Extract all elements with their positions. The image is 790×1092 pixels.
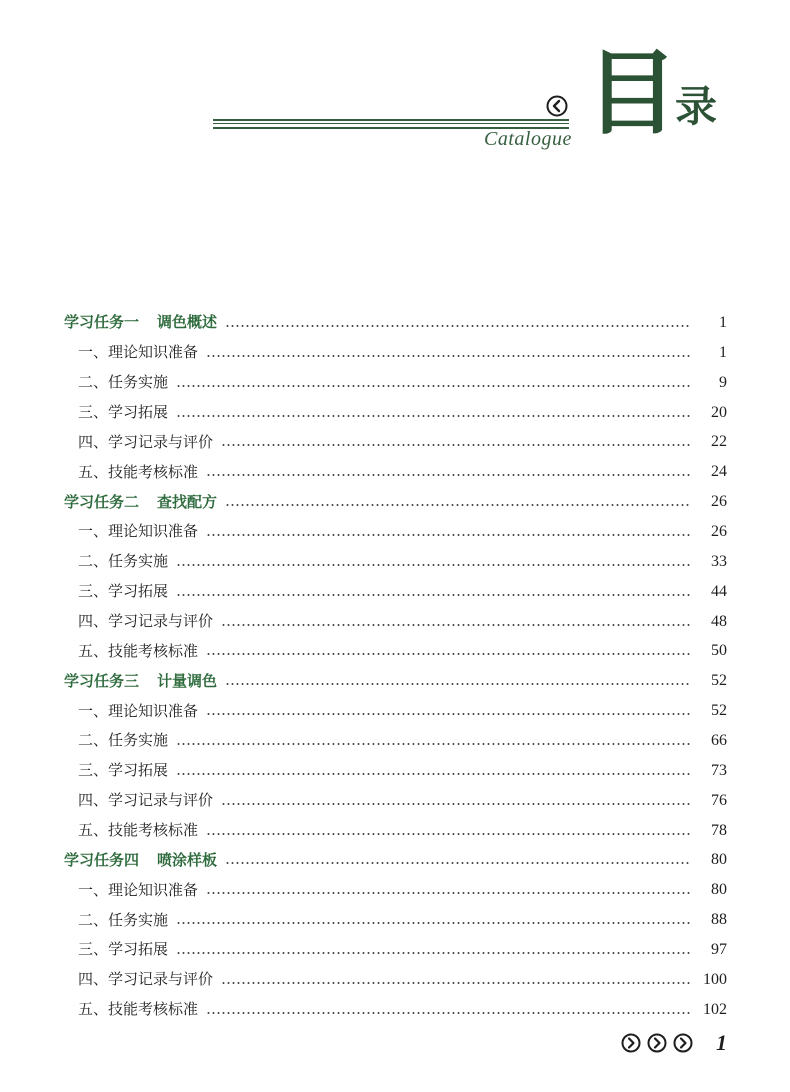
toc-section-row[interactable]: [0, 368, 790, 398]
toc-section-row[interactable]: [0, 577, 790, 607]
dot-leader: [221, 624, 691, 626]
section-label: 三、学习拓展: [78, 582, 169, 601]
toc-section-row[interactable]: [0, 338, 790, 368]
page-ref: 88: [711, 911, 727, 929]
dot-leader: [176, 773, 691, 775]
dot-leader: [206, 653, 691, 655]
section-label: 四、学习记录与评价: [78, 432, 214, 451]
toc-section-row[interactable]: [0, 547, 790, 577]
toc-section-row[interactable]: [0, 398, 790, 428]
dot-leader: [206, 534, 691, 536]
section-label: 四、学习记录与评价: [78, 791, 214, 810]
section-label: 三、学习拓展: [78, 940, 169, 959]
page-ref: 33: [711, 552, 727, 570]
toc-section-row[interactable]: [0, 726, 790, 756]
page-ref: 22: [711, 433, 727, 451]
page-ref: 80: [711, 851, 727, 869]
section-label: 一、理论知识准备: [78, 880, 199, 899]
page-ref: 78: [711, 821, 727, 839]
chapter-label: 学习任务四: [64, 850, 140, 869]
chapter-label: 学习任务一: [64, 313, 140, 332]
dot-leader: [225, 325, 691, 327]
toc-section-row[interactable]: [0, 756, 790, 786]
page-ref: 1: [719, 343, 727, 361]
dot-leader: [206, 1012, 691, 1014]
page-header: [0, 0, 790, 220]
section-label: 五、技能考核标准: [78, 462, 199, 481]
table-of-contents: [0, 308, 790, 1025]
chapter-label: 学习任务二: [64, 492, 140, 511]
page-ref: 24: [711, 463, 727, 481]
section-label: 三、学习拓展: [78, 761, 169, 780]
page-ref: 76: [711, 791, 727, 809]
toc-section-row[interactable]: [0, 965, 790, 995]
catalogue-subtitle: Catalogue: [484, 128, 572, 150]
section-label: 二、任务实施: [78, 552, 169, 571]
chapter-title: 喷涂样板: [157, 850, 218, 869]
page-ref: 26: [711, 522, 727, 540]
section-label: 二、任务实施: [78, 910, 169, 929]
dot-leader: [221, 444, 691, 446]
page-ref: 52: [711, 702, 727, 720]
circle-chevron-right-icon: [673, 1033, 693, 1053]
section-label: 五、技能考核标准: [78, 1000, 199, 1019]
dot-leader: [225, 862, 691, 864]
section-label: 五、技能考核标准: [78, 641, 199, 660]
toc-section-row[interactable]: [0, 816, 790, 846]
dot-leader: [206, 713, 691, 715]
dot-leader: [176, 564, 691, 566]
dot-leader: [176, 743, 691, 745]
toc-chapter-row[interactable]: [0, 308, 790, 338]
chapter-title: 计量调色: [157, 671, 218, 690]
circle-chevron-right-icon: [621, 1033, 641, 1053]
page-ref: 48: [711, 612, 727, 630]
toc-section-row[interactable]: [0, 995, 790, 1025]
page-ref: 73: [711, 761, 727, 779]
dot-leader: [225, 683, 691, 685]
toc-section-row[interactable]: [0, 427, 790, 457]
dot-leader: [221, 803, 691, 805]
page-title-second: 录: [675, 82, 718, 131]
toc-section-row[interactable]: [0, 457, 790, 487]
toc-section-row[interactable]: [0, 607, 790, 637]
section-label: 一、理论知识准备: [78, 701, 199, 720]
page-ref: 52: [711, 672, 727, 690]
page-ref: 102: [703, 1000, 727, 1018]
page-ref: 100: [703, 970, 727, 988]
toc-chapter-row[interactable]: [0, 666, 790, 696]
section-label: 五、技能考核标准: [78, 821, 199, 840]
dot-leader: [176, 385, 691, 387]
page-ref: 26: [711, 493, 727, 511]
toc-section-row[interactable]: [0, 517, 790, 547]
page-ref: 80: [711, 881, 727, 899]
dot-leader: [206, 892, 691, 894]
toc-section-row[interactable]: [0, 875, 790, 905]
section-label: 一、理论知识准备: [78, 522, 199, 541]
section-label: 三、学习拓展: [78, 403, 169, 421]
toc-section-row[interactable]: [0, 786, 790, 816]
header-rule: [213, 123, 569, 124]
dot-leader: [176, 952, 691, 954]
section-label: 二、任务实施: [78, 731, 169, 750]
section-label: 四、学习记录与评价: [78, 612, 214, 631]
header-rule: [213, 119, 569, 121]
circle-chevron-left-icon: [546, 95, 568, 117]
dot-leader: [206, 833, 691, 835]
toc-section-row[interactable]: [0, 696, 790, 726]
dot-leader: [176, 922, 691, 924]
toc-section-row[interactable]: [0, 636, 790, 666]
section-label: 一、理论知识准备: [78, 343, 199, 362]
dot-leader: [176, 594, 691, 596]
page-ref: 97: [711, 940, 727, 958]
dot-leader: [221, 982, 691, 984]
page-ref: 20: [711, 403, 727, 421]
chapter-title: 调色概述: [157, 313, 218, 332]
toc-chapter-row[interactable]: [0, 845, 790, 875]
dot-leader: [225, 504, 691, 506]
page-number: 1: [716, 1030, 727, 1055]
circle-chevron-right-icon: [647, 1033, 667, 1053]
chapter-label: 学习任务三: [64, 671, 140, 690]
section-label: 二、任务实施: [78, 373, 169, 392]
page-ref: 66: [711, 731, 727, 749]
toc-section-row[interactable]: [0, 935, 790, 965]
dot-leader: [206, 355, 691, 357]
dot-leader: [206, 474, 691, 476]
toc-section-row[interactable]: [0, 905, 790, 935]
page-footer: [0, 1030, 790, 1060]
dot-leader: [176, 415, 691, 417]
page-title: 目: [586, 40, 679, 147]
page-ref: 1: [719, 313, 727, 331]
page-ref: 44: [711, 582, 727, 600]
toc-chapter-row[interactable]: [0, 487, 790, 517]
page-ref: 50: [711, 642, 727, 660]
page-ref: 9: [719, 373, 727, 391]
chapter-title: 查找配方: [157, 492, 218, 511]
section-label: 四、学习记录与评价: [78, 970, 214, 989]
